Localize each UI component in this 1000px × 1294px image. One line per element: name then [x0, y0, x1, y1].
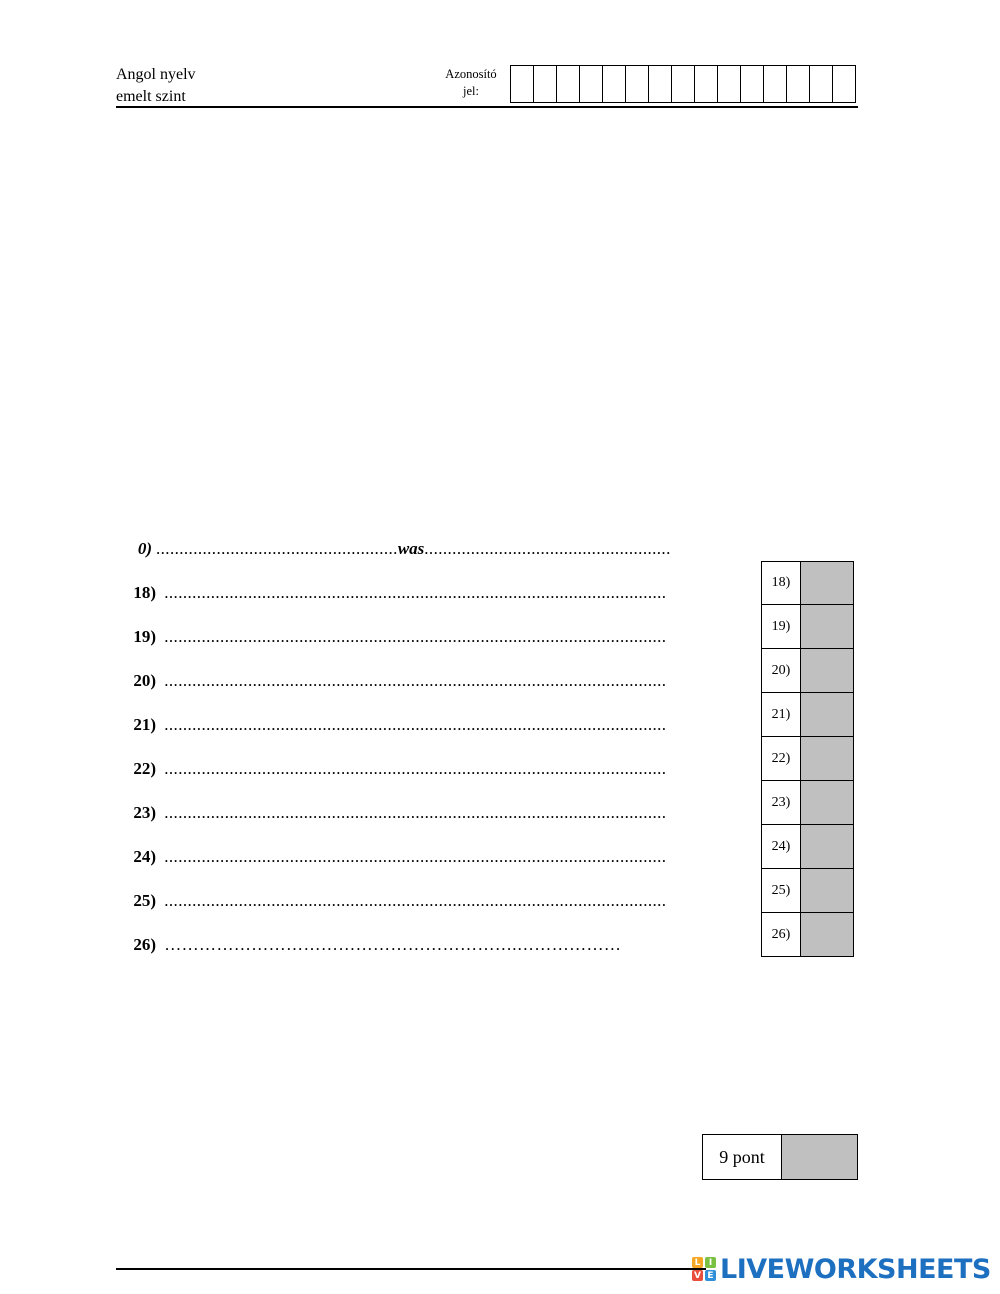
- score-row: [761, 825, 854, 869]
- id-code-box[interactable]: [626, 65, 649, 103]
- score-label: 18): [762, 562, 801, 604]
- id-label-line2: jel:: [463, 84, 479, 98]
- score-field[interactable]: [801, 737, 853, 780]
- score-row: [761, 781, 854, 825]
- score-label: 25): [762, 869, 801, 912]
- answer-number: 25): [133, 891, 156, 910]
- subject-line1: Angol nyelv: [116, 66, 196, 83]
- id-code-box[interactable]: [672, 65, 695, 103]
- answer-number: 21): [133, 715, 156, 734]
- score-row: [761, 649, 854, 693]
- score-label: 19): [762, 605, 801, 648]
- id-code-boxes: [510, 65, 856, 103]
- answer-dots: ............................................................................................................: [164, 671, 667, 690]
- answer-line[interactable]: [116, 846, 706, 868]
- score-label: 22): [762, 737, 801, 780]
- score-field[interactable]: [801, 562, 853, 604]
- example-line: [116, 538, 706, 560]
- id-code-box[interactable]: [810, 65, 833, 103]
- score-row: [761, 605, 854, 649]
- logo-text: LIVEWORKSHEETS: [720, 1253, 991, 1285]
- total-score-field[interactable]: [782, 1135, 857, 1179]
- answer-dots: …………………………………………………….………………: [164, 935, 622, 954]
- logo-mark-icon: [692, 1257, 716, 1281]
- id-label: [436, 66, 506, 100]
- answer-line[interactable]: [116, 714, 706, 736]
- answer-number: 24): [133, 847, 156, 866]
- score-field[interactable]: [801, 869, 853, 912]
- id-code-box[interactable]: [511, 65, 534, 103]
- id-code-box[interactable]: [833, 65, 856, 103]
- liveworksheets-logo: [692, 1254, 991, 1284]
- score-label: 26): [762, 913, 801, 956]
- example-dots-after: .....................................................: [424, 539, 671, 558]
- answer-number: 19): [133, 627, 156, 646]
- id-code-box[interactable]: [718, 65, 741, 103]
- answer-dots: ............................................................................................................: [164, 759, 667, 778]
- answer-number: 26): [133, 935, 156, 954]
- logo-letter: I: [705, 1257, 716, 1268]
- answer-number: 23): [133, 803, 156, 822]
- answer-line[interactable]: [116, 802, 706, 824]
- logo-letter: V: [692, 1270, 703, 1281]
- answer-line[interactable]: [116, 582, 706, 604]
- score-row: [761, 869, 854, 913]
- answer-line[interactable]: [116, 890, 706, 912]
- score-field[interactable]: [801, 825, 853, 868]
- score-field[interactable]: [801, 781, 853, 824]
- logo-letter: L: [692, 1257, 703, 1268]
- score-row: [761, 561, 854, 605]
- answer-line[interactable]: [116, 758, 706, 780]
- id-code-box[interactable]: [649, 65, 672, 103]
- score-label: 23): [762, 781, 801, 824]
- answer-dots: ............................................................................................................: [164, 715, 667, 734]
- id-code-box[interactable]: [534, 65, 557, 103]
- id-code-box[interactable]: [741, 65, 764, 103]
- score-field[interactable]: [801, 913, 853, 956]
- score-label: 20): [762, 649, 801, 692]
- footer-rule: [116, 1268, 706, 1270]
- answer-dots: ............................................................................................................: [164, 803, 667, 822]
- answer-line[interactable]: [116, 670, 706, 692]
- score-row: [761, 737, 854, 781]
- id-code-box[interactable]: [787, 65, 810, 103]
- example-number: 0): [137, 539, 152, 558]
- id-code-box[interactable]: [557, 65, 580, 103]
- score-table: [761, 561, 854, 957]
- answer-number: 22): [133, 759, 156, 778]
- answer-number: 18): [133, 583, 156, 602]
- score-label: 24): [762, 825, 801, 868]
- answer-number: 20): [133, 671, 156, 690]
- id-code-box[interactable]: [764, 65, 787, 103]
- header-rule: [116, 106, 858, 108]
- id-code-box[interactable]: [603, 65, 626, 103]
- score-field[interactable]: [801, 605, 853, 648]
- score-field[interactable]: [801, 649, 853, 692]
- id-code-box[interactable]: [580, 65, 603, 103]
- total-label: 9 pont: [703, 1135, 782, 1179]
- answer-line[interactable]: [116, 934, 706, 956]
- answer-dots: ............................................................................................................: [164, 627, 667, 646]
- example-dots-before: ....................................................: [156, 539, 398, 558]
- answer-dots: ............................................................................................................: [164, 847, 667, 866]
- score-row: [761, 693, 854, 737]
- example-answer: was: [397, 539, 425, 558]
- score-row: [761, 913, 854, 957]
- subject-title: [116, 64, 196, 108]
- answer-dots: ............................................................................................................: [164, 583, 667, 602]
- id-code-box[interactable]: [695, 65, 718, 103]
- logo-letter: E: [705, 1270, 716, 1281]
- subject-line2: emelt szint: [116, 88, 186, 105]
- answer-line[interactable]: [116, 626, 706, 648]
- score-label: 21): [762, 693, 801, 736]
- total-points-box: [702, 1134, 858, 1180]
- answer-dots: ............................................................................................................: [164, 891, 667, 910]
- id-label-line1: Azonosító: [445, 67, 497, 81]
- score-field[interactable]: [801, 693, 853, 736]
